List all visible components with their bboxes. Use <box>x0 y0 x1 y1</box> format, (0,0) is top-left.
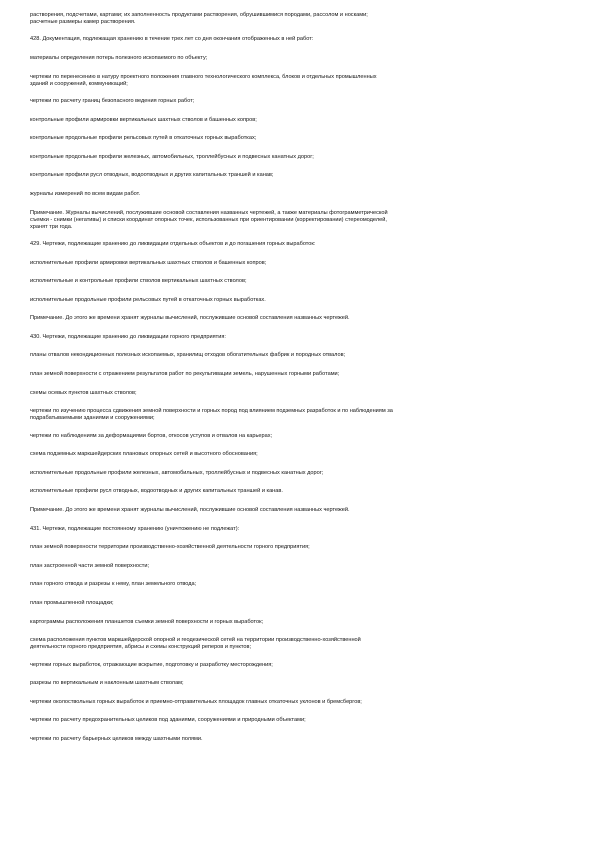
list-item: контрольные продольные профили железных, автомобильных, троллейбусных и подвесных канатных дорог; <box>30 153 314 160</box>
clause-430-heading: 430. Чертежи, подлежащие хранению до ликвидации горного предприятия: <box>30 333 226 340</box>
list-item: схема расположения пунктов маркшейдерской опорной и геодезической сетей на территории производственно-хозяйственной деятельности горного предприятия, абрисы и схемы конструкций реперов и пунктов; <box>30 637 361 651</box>
list-item: исполнительные профили армировки вертикальных шахтных стволов и башенных копров; <box>30 259 267 266</box>
list-item: исполнительные продольные профили рельсовых путей в откаточных горных выработках. <box>30 296 266 303</box>
list-item: картограммы расположения планшетов съемки земной поверхности и горных выработок; <box>30 618 264 625</box>
list-item: чертежи горных выработок, отражающие вскрытие, подготовку и разработку месторождения; <box>30 661 273 668</box>
note-paragraph: Примечание. Журналы вычислений, послужившие основой составления названных чертежей, а также материалы фотограмметрической съемки - снимки (негативы) и списки координат опорных точек, использованных при ориентировании (корректировании) стереомоделей, хранят три года. <box>30 209 388 230</box>
list-item: план застроенной части земной поверхности; <box>30 562 150 569</box>
note-paragraph: Примечание. До этого же времени хранят журналы вычислений, послужившие основой составления названных чертежей. <box>30 315 350 322</box>
list-item: исполнительные профили русл отводных, водоотводных и других капитальных траншей и канав. <box>30 488 283 495</box>
list-item: разрезы по вертикальным и наклонным шахтным стволам; <box>30 680 184 687</box>
clause-431-heading: 431. Чертежи, подлежащие постоянному хранению (уничтожению не подлежат): <box>30 525 240 532</box>
list-item: материалы определения потерь полезного ископаемого по объекту; <box>30 54 208 61</box>
paragraph-continuation: растворения, подсчетами, картами; их заполненность продуктами растворения, обрушившимися породами, рассолом и носками; расчетные размеры камер растворения. <box>30 12 368 25</box>
list-item: журналы измерений по всем видам работ. <box>30 190 141 197</box>
list-item: план земной поверхности территории производственно-хозяйственной деятельности горного предприятия; <box>30 544 310 551</box>
note-paragraph: Примечание. До этого же времени хранят журналы вычислений, послужившие основой составления названных чертежей. <box>30 507 350 514</box>
list-item: чертежи околоствольных горных выработок и приемно-отправительных площадок главных откаточных уклонов и бремсбергов; <box>30 698 362 705</box>
list-item: схема подземных маркшейдерских плановых опорных сетей и высотного обоснования; <box>30 451 258 458</box>
list-item: контрольные профили армировки вертикальных шахтных стволов и башенных копров; <box>30 116 257 123</box>
list-item: исполнительные и контрольные профили стволов вертикальных шахтных стволов; <box>30 278 247 285</box>
list-item: исполнительные продольные профили железных, автомобильных, троллейбусных и подвесных канатных дорог; <box>30 469 324 476</box>
list-item: план промышленной площадки; <box>30 600 114 606</box>
list-item: планы отвалов некондиционных полезных ископаемых, хранилищ отходов обогатительных фабрик и породных отвалов; <box>30 352 346 359</box>
list-item: чертежи по расчету барьерных целиков между шахтными полями. <box>30 735 203 742</box>
list-item: чертежи по изучению процесса сдвижения земной поверхности и горных пород под влиянием подземных разработок и по наблюдениям за подрабатываемыми зданиями и сооружениями; <box>30 408 393 422</box>
list-item: контрольные продольные профили рельсовых путей в откаточных горных выработках; <box>30 135 257 142</box>
list-item: чертежи по наблюдениям за деформациями бортов, откосов уступов и отвалов на карьерах; <box>30 432 273 439</box>
clause-428-heading: 428. Документация, подлежащая хранению в течение трех лет со дня окончания отображенных в ней работ: <box>30 36 314 43</box>
clause-429-heading: 429. Чертежи, подлежащие хранению до ликвидации отдельных объектов и до погашения горных выработок: <box>30 240 316 247</box>
list-item: план земной поверхности с отражением результатов работ по рекультивации земель, нарушенных горными работами; <box>30 371 340 378</box>
list-item: план горного отвода и разрезы к нему, план земельного отвода; <box>30 581 197 588</box>
list-item: чертежи по расчету предохранительных целиков под зданиями, сооружениями и природными объектами; <box>30 717 306 724</box>
list-item: контрольные профили русл отводных, водоотводных и других капитальных траншей и канав; <box>30 172 274 179</box>
list-item: чертежи по перенесению в натуру проектного положения главного технологического комплекса, блоков и отдельных промышленных зданий и сооружений, коммуникаций; <box>30 73 377 87</box>
list-item: чертежи по расчету границ безопасного ведения горных работ; <box>30 97 195 104</box>
list-item: схемы осевых пунктов шахтных стволов; <box>30 389 137 396</box>
